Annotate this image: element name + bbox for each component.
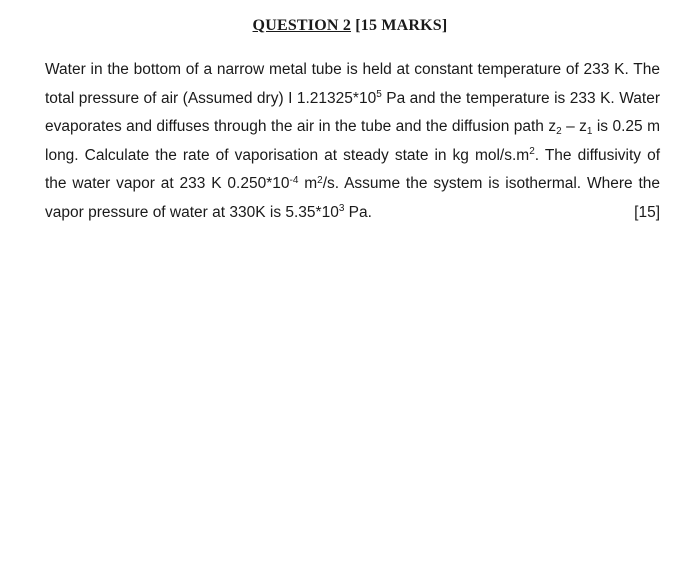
marks-label: [15] [634, 203, 660, 221]
exponent-1: 5 [376, 89, 382, 100]
exponent-4: 2 [317, 174, 323, 186]
body-text-5: . The diffusivity of the water vapor at 233 K 0.250*10 [45, 146, 660, 192]
body-text-1: Water in the bottom of a narrow metal tube is held at constant temperature of 233 K. The total pressure of air (Assumed dry) I 1.21325*10 [45, 61, 660, 107]
question-title [0, 17, 700, 35]
subscript-1: 2 [556, 125, 562, 137]
body-text-4: is 0.25 m long. Calculate the rate of vaporisation at steady state in kg mol/s.m [45, 118, 660, 164]
subscript-2: 1 [586, 125, 593, 137]
body-text-8: Pa. [344, 203, 372, 221]
exponent-2: 2 [529, 146, 535, 157]
exponent-5: 3 [338, 203, 345, 214]
body-text-7: /s. Assume the system is isothermal. Where the vapor pressure of water at 330K is 5.35*10 [45, 175, 660, 221]
question-number: QUESTION 2 [252, 17, 352, 34]
body-text-6: m [298, 175, 318, 192]
body-text-2: Pa and the temperature is 233 K. Water evaporates and diffuses through the air in the tube and the diffusion path z [45, 89, 660, 135]
body-text-3: – z [561, 118, 587, 135]
question-body [45, 56, 660, 227]
exponent-3: -4 [289, 174, 299, 186]
question-marks-heading: [15 MARKS] [355, 17, 448, 34]
